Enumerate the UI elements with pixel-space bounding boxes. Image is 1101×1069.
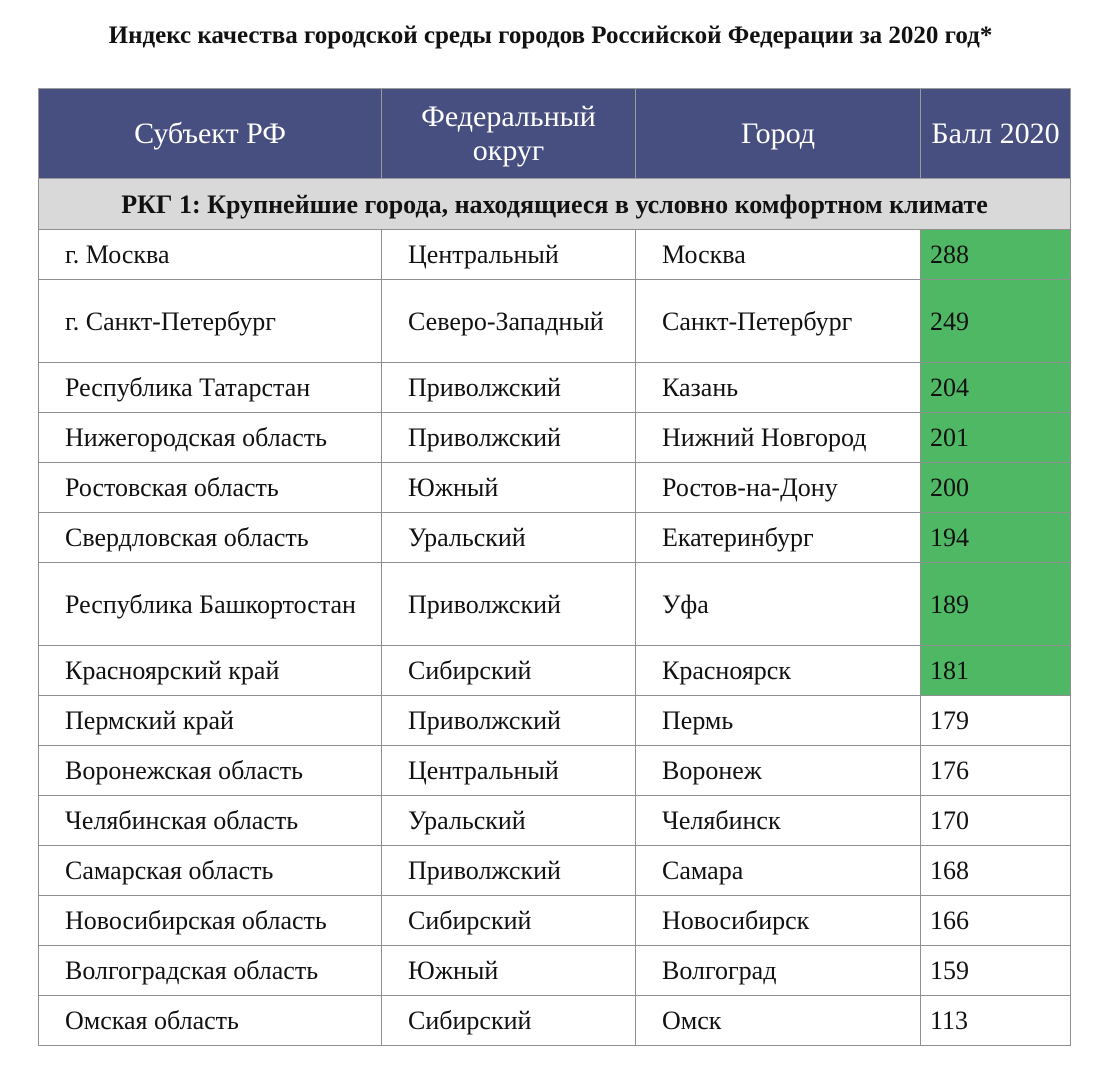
cell-subject: г. Москва (39, 230, 382, 280)
cell-subject: Республика Башкортостан (39, 563, 382, 646)
cell-city: Воронеж (636, 746, 921, 796)
cell-subject: Волгоградская область (39, 946, 382, 996)
cell-city: Челябинск (636, 796, 921, 846)
table-row (39, 230, 1071, 280)
table-row (39, 946, 1071, 996)
cell-city: Екатеринбург (636, 513, 921, 563)
cell-district: Уральский (382, 513, 636, 563)
column-header-score: Балл 2020 (921, 89, 1071, 179)
table-row (39, 363, 1071, 413)
cell-score: 201 (921, 413, 1071, 463)
cell-city: Москва (636, 230, 921, 280)
cell-subject: Республика Татарстан (39, 363, 382, 413)
cell-score: 194 (921, 513, 1071, 563)
cell-subject: Воронежская область (39, 746, 382, 796)
cell-city: Нижний Новгород (636, 413, 921, 463)
cell-score: 204 (921, 363, 1071, 413)
cell-subject: Свердловская область (39, 513, 382, 563)
cell-district: Центральный (382, 746, 636, 796)
cell-district: Приволжский (382, 696, 636, 746)
cell-score: 176 (921, 746, 1071, 796)
column-header-subject: Субъект РФ (39, 89, 382, 179)
cell-score: 170 (921, 796, 1071, 846)
column-header-district: Федеральный округ (382, 89, 636, 179)
cell-city: Казань (636, 363, 921, 413)
cell-district: Северо-Западный (382, 280, 636, 363)
cell-score: 249 (921, 280, 1071, 363)
cell-district: Приволжский (382, 563, 636, 646)
cell-district: Южный (382, 463, 636, 513)
page-title: Индекс качества городской среды городов Российской Федерации за 2020 год* (108, 22, 993, 49)
cell-district: Южный (382, 946, 636, 996)
cell-district: Приволжский (382, 413, 636, 463)
cell-score: 288 (921, 230, 1071, 280)
cell-subject: Челябинская область (39, 796, 382, 846)
cell-subject: Нижегородская область (39, 413, 382, 463)
table-row (39, 896, 1071, 946)
table-row (39, 280, 1071, 363)
table-row (39, 696, 1071, 746)
table-row (39, 846, 1071, 896)
group-label: РКГ 1: Крупнейшие города, находящиеся в условно комфортном климате (39, 179, 1071, 230)
cell-district: Приволжский (382, 846, 636, 896)
cell-district: Центральный (382, 230, 636, 280)
cell-subject: Красноярский край (39, 646, 382, 696)
cell-city: Волгоград (636, 946, 921, 996)
cell-city: Пермь (636, 696, 921, 746)
cell-subject: г. Санкт-Петербург (39, 280, 382, 363)
table-row (39, 646, 1071, 696)
group-row (39, 179, 1071, 230)
cell-district: Приволжский (382, 363, 636, 413)
cell-score: 113 (921, 996, 1071, 1046)
table-row (39, 746, 1071, 796)
cell-city: Новосибирск (636, 896, 921, 946)
table-row (39, 413, 1071, 463)
column-header-city: Город (636, 89, 921, 179)
cell-city: Уфа (636, 563, 921, 646)
cell-score: 159 (921, 946, 1071, 996)
cell-score: 189 (921, 563, 1071, 646)
cell-district: Сибирский (382, 896, 636, 946)
cell-subject: Самарская область (39, 846, 382, 896)
cell-city: Омск (636, 996, 921, 1046)
table-row (39, 513, 1071, 563)
table-row (39, 796, 1071, 846)
cell-district: Сибирский (382, 996, 636, 1046)
cell-district: Сибирский (382, 646, 636, 696)
cell-district: Уральский (382, 796, 636, 846)
cell-city: Ростов-на-Дону (636, 463, 921, 513)
cell-subject: Новосибирская область (39, 896, 382, 946)
table-row (39, 996, 1071, 1046)
cell-city: Красноярск (636, 646, 921, 696)
cell-subject: Пермский край (39, 696, 382, 746)
cell-score: 200 (921, 463, 1071, 513)
cell-score: 166 (921, 896, 1071, 946)
cell-score: 181 (921, 646, 1071, 696)
cell-subject: Ростовская область (39, 463, 382, 513)
cell-score: 168 (921, 846, 1071, 896)
table-row (39, 463, 1071, 513)
cell-city: Самара (636, 846, 921, 896)
table-row (39, 563, 1071, 646)
table-header-row (39, 89, 1071, 179)
cell-subject: Омская область (39, 996, 382, 1046)
city-index-table (38, 88, 1071, 1046)
cell-city: Санкт-Петербург (636, 280, 921, 363)
cell-score: 179 (921, 696, 1071, 746)
